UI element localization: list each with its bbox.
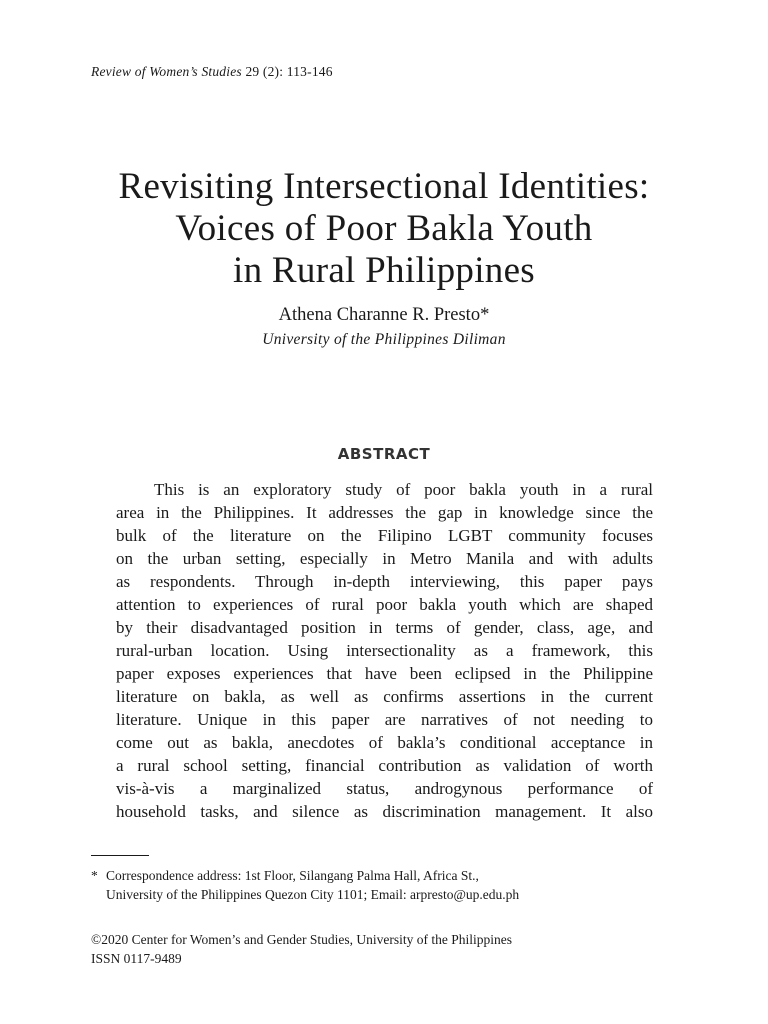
abstract-line: a rural school setting, financial contribution as validation of worth (116, 756, 653, 775)
author-name: Athena Charanne R. Presto* (278, 305, 490, 325)
title-line-2: Voices of Poor Bakla Youth (175, 208, 593, 249)
abstract-heading: ABSTRACT (337, 445, 431, 463)
abstract-body (116, 478, 653, 823)
running-header (91, 64, 333, 80)
abstract-line: come out as bakla, anecdotes of bakla’s conditional acceptance in (116, 733, 653, 752)
copyright-line: ©2020 Center for Women’s and Gender Studies, University of the Philippines (91, 932, 512, 947)
paper-title (0, 166, 768, 292)
abstract-line: literature. Unique in this paper are narratives of not needing to (116, 710, 653, 729)
title-line-3: in Rural Philippines (233, 250, 535, 291)
abstract-line: as respondents. Through in-depth interviewing, this paper pays (116, 572, 653, 591)
abstract-line: literature on bakla, as well as confirms assertions in the current (116, 687, 653, 706)
author-affiliation: University of the Philippines Diliman (262, 331, 506, 348)
abstract-line: bulk of the literature on the Filipino LGBT community focuses (116, 526, 653, 545)
footnote-divider (91, 855, 149, 856)
copyright-notice (91, 930, 512, 968)
footnote-text-1: Correspondence address: 1st Floor, Silangang Palma Hall, Africa St., (106, 868, 479, 883)
footnote-line-2: University of the Philippines Quezon City 1101; Email: arpresto@up.edu.ph (106, 887, 520, 902)
title-line-1: Revisiting Intersectional Identities: (118, 166, 650, 207)
abstract-line: area in the Philippines. It addresses the gap in knowledge since the (116, 503, 653, 522)
footnote-mark: * (91, 868, 98, 883)
journal-name: Review of Women’s Studies (91, 64, 242, 79)
abstract-line: attention to experiences of rural poor bakla youth which are shaped (116, 595, 653, 614)
abstract-line: household tasks, and silence as discrimination management. It also (116, 802, 653, 821)
issn-line: ISSN 0117-9489 (91, 951, 182, 966)
abstract-line: on the urban setting, especially in Metro Manila and with adults (116, 549, 653, 568)
volume-pages: 29 (2): 113-146 (245, 64, 333, 79)
abstract-line: vis-à-vis a marginalized status, androgynous performance of (116, 779, 653, 798)
footnote (91, 866, 519, 904)
abstract-line: paper exposes experiences that have been eclipsed in the Philippine (116, 664, 653, 683)
footnote-line-1 (91, 866, 519, 885)
abstract-line: rural-urban location. Using intersectionality as a framework, this (116, 641, 653, 660)
abstract-line: This is an exploratory study of poor bakla youth in a rural (154, 480, 653, 499)
abstract-line: by their disadvantaged position in terms of gender, class, age, and (116, 618, 653, 637)
